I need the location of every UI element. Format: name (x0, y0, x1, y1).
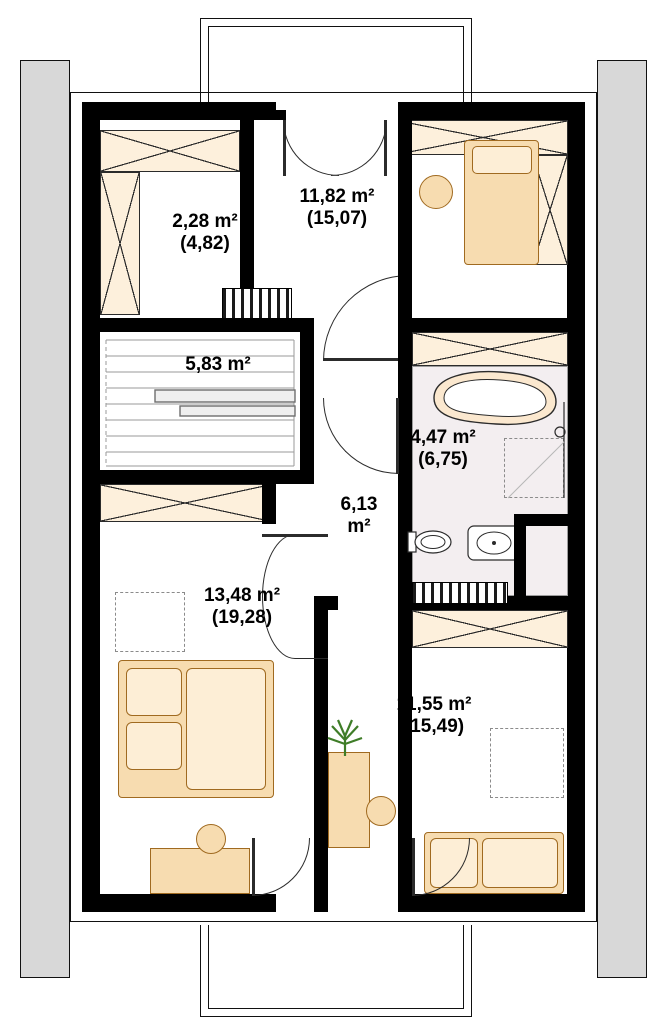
wall-bedroom1-right-stub (262, 484, 276, 524)
stool-bedroom1 (196, 824, 226, 854)
room-label-11-55 (397, 694, 472, 738)
pillow-bedroom1-b (126, 722, 182, 770)
door-bathroom-leaf (396, 398, 399, 474)
pillow-top-right (472, 146, 532, 174)
wall-topright-room-bottom (398, 318, 585, 332)
room-area-primary: 2,28 m² (172, 211, 238, 233)
wall-bath-niche (514, 514, 526, 596)
window-wardrobe-top (100, 130, 240, 172)
cabinet-corridor (328, 752, 370, 848)
wall-topright-room-left (398, 110, 412, 332)
door-bedroom2-exit-leaf (412, 838, 415, 896)
wall-corridor-right (398, 610, 412, 912)
room-label-4-47 (410, 427, 475, 471)
wall-stair-rail-cap (214, 318, 314, 332)
window-bedroom2-top (412, 610, 568, 648)
window-bedroom1-top (100, 484, 270, 522)
room-area-primary: 6,13 (340, 494, 378, 516)
wall-bottom-right (398, 894, 585, 912)
room-area-secondary: (4,82) (180, 233, 230, 254)
room-area-secondary: (6,75) (418, 449, 468, 470)
bath-grate (412, 582, 508, 604)
stair-treads (100, 332, 300, 472)
wall-bottom-left (82, 894, 276, 912)
room-area-primary: 5,83 m² (185, 354, 251, 376)
wall-right-exterior (567, 102, 585, 912)
room-area-secondary: (15,49) (403, 716, 465, 737)
room-label-13-48 (204, 585, 280, 629)
stair-railing-top (222, 288, 292, 320)
right-side-slab (597, 60, 647, 978)
roof-outline-bottom-inner (208, 925, 464, 1009)
room-area-secondary: (15,07) (306, 208, 368, 229)
window-bath-top (412, 332, 568, 366)
room-area-secondary: m² (347, 516, 371, 537)
room-area-secondary: (19,28) (211, 607, 273, 628)
room-label-11-82 (300, 186, 375, 230)
wall-bath-niche-top (514, 514, 572, 526)
wall-hall-door-stub (276, 110, 286, 120)
room-label-5-83 (185, 354, 250, 376)
room-label-6-13 (341, 494, 378, 538)
room-label-2-28 (172, 211, 237, 255)
pillow-bedroom1-a (126, 668, 182, 716)
bedroom1-closet-dashed (115, 592, 185, 652)
door-bedroom1-leaf (262, 534, 328, 537)
wall-stairs-right (300, 318, 314, 484)
plant-icon (322, 714, 368, 760)
stool-corridor (366, 796, 396, 826)
wall-top-left (82, 102, 276, 120)
wall-stairs-bottom (100, 470, 314, 484)
room-area-primary: 4,47 m² (410, 427, 476, 449)
room-area-primary: 13,48 m² (203, 585, 281, 607)
door-hall-to-stairs-leaf (323, 358, 409, 361)
duvet-bedroom1 (186, 668, 266, 790)
toilet-icon (406, 522, 456, 562)
window-wardrobe-left (100, 172, 140, 315)
duvet-bedroom2 (482, 838, 558, 888)
desk-bedroom1 (150, 848, 250, 894)
bedroom2-closet-dashed (490, 728, 564, 798)
wall-left-exterior (82, 102, 100, 912)
door-bedroom1-exit-leaf (252, 838, 255, 896)
wall-top-right (398, 102, 585, 120)
left-side-slab (20, 60, 70, 978)
room-area-primary: 11,55 m² (396, 694, 472, 716)
shower-icon (500, 398, 568, 508)
room-area-primary: 11,82 m² (299, 186, 375, 208)
nightstand-top-right (419, 175, 453, 209)
